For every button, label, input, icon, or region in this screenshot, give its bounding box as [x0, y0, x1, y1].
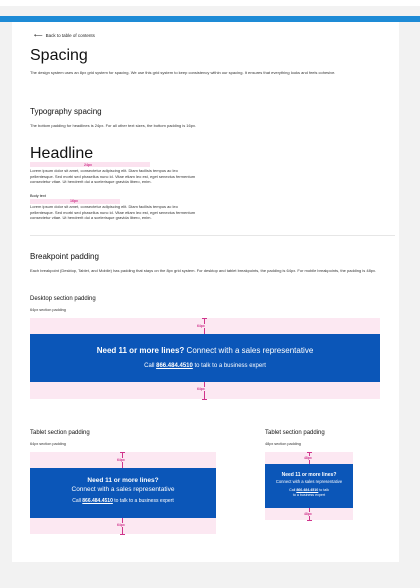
tablet-top-tick [120, 452, 125, 453]
desktop-sales-banner [30, 334, 380, 382]
mobile-sales-banner [265, 464, 353, 508]
body-padding-label: 16px [70, 199, 78, 204]
desktop-top-padding [30, 318, 380, 334]
mobile-call-rest-2: to a business expert [292, 492, 326, 497]
tablet-top-label: 64px [117, 457, 125, 462]
mobile-subheading: 48px section padding [265, 442, 301, 446]
page-title: Spacing [30, 47, 88, 64]
mobile-bottom-label: 48px [304, 511, 312, 516]
desktop-call-rest: to talk to a business expert [194, 363, 266, 369]
desktop-call-label: Call [144, 363, 155, 369]
desktop-heading: Desktop section padding [30, 296, 96, 302]
mobile-banner-call [265, 488, 353, 497]
mobile-call-rest: to talk [319, 488, 329, 492]
back-link[interactable] [34, 33, 95, 38]
breakpoint-description: Each breakpoint (Desktop, Tablet, and Mobile) has padding that stays on the 8px grid system. For desktop and tablet breakpoints, the padding is 64px. For mobile breakpoints, the padding is 48px. [30, 268, 377, 273]
section-divider [30, 235, 395, 236]
tablet-bottom-tick [120, 534, 125, 535]
desktop-banner-headline [30, 346, 380, 355]
tablet-subheading: 64px section padding [30, 442, 66, 446]
typography-description: The bottom padding for headlines is 24px. For all other text sizes, the bottom padding is 16px. [30, 123, 197, 128]
tablet-call-rest: to talk to a business expert [114, 497, 174, 504]
tablet-sales-banner [30, 468, 216, 518]
back-link-label: Back to table of contents [45, 33, 95, 38]
desktop-top-label: 64px [197, 324, 205, 328]
tablet-heading: Tablet section padding [30, 430, 90, 436]
tablet-banner-call [30, 498, 216, 504]
mobile-phone-link[interactable]: 866.484.4510 [296, 488, 319, 492]
mobile-call-label: Call [289, 488, 296, 492]
tablet-phone-link[interactable]: 866.484.4510 [82, 497, 113, 504]
arrow-left-icon: ⟵ [34, 32, 43, 39]
mobile-top-tick [307, 452, 312, 453]
intro-text: The design system uses an 8px grid system for spacing. We use this grid system to keep consistency within our spacing. It ensures that everything looks and feels cohesive. [30, 70, 336, 75]
desktop-bottom-tick [202, 399, 207, 400]
desktop-banner-bold: Need 11 or more lines? [96, 346, 185, 355]
tablet-banner-rest: Connect with a sales representative [71, 485, 175, 493]
body-lorem: Lorem ipsum dolor sit amet, consectetur adipiscing elit. Diam facilisis tempus ac leo pellentesque. Sed morbi sed phasellus nunc id. Vitae etiam leo est, eget senectus fermentum consectetur vitae. Ut hendrerit dui a scelerisque gravida libero, enim. [30, 204, 196, 221]
mobile-heading: Tablet section padding [265, 430, 325, 436]
headline-lorem: Lorem ipsum dolor sit amet, consectetur adipiscing elit. Diam facilisis tempus ac leo pellentesque. Sed morbi sed phasellus nunc id. Vitae etiam leo est, eget senectus fermentum consectetur vitae. Ut hendrerit dui a scelerisque gravida libero, enim. [30, 168, 196, 185]
top-strip [0, 0, 420, 6]
typography-heading: Typography spacing [30, 107, 102, 116]
desktop-bottom-label: 64px [197, 387, 205, 391]
body-text-label: Body text [30, 194, 46, 198]
mobile-banner-bold: Need 11 or more lines? [281, 472, 337, 478]
headline-sample: Headline [30, 145, 94, 162]
mobile-banner-rest: Connect with a sales representative [275, 479, 343, 484]
tablet-bottom-label: 64px [117, 522, 125, 527]
content-card [12, 22, 399, 562]
desktop-banner-call [30, 363, 380, 369]
desktop-top-tick [202, 318, 207, 319]
mobile-bottom-tick [307, 520, 312, 521]
desktop-phone-link[interactable]: 866.484.4510 [156, 363, 193, 369]
desktop-banner-rest: Connect with a sales representative [184, 346, 314, 355]
desktop-subheading: 64px section padding [30, 308, 66, 312]
desktop-bottom-padding [30, 382, 380, 399]
headline-padding-label: 24px [84, 162, 92, 167]
tablet-banner-bold: Need 11 or more lines? [87, 477, 159, 484]
mobile-top-label: 48px [304, 456, 312, 460]
tablet-call-label: Call [72, 497, 81, 504]
breakpoint-heading: Breakpoint padding [30, 252, 99, 261]
